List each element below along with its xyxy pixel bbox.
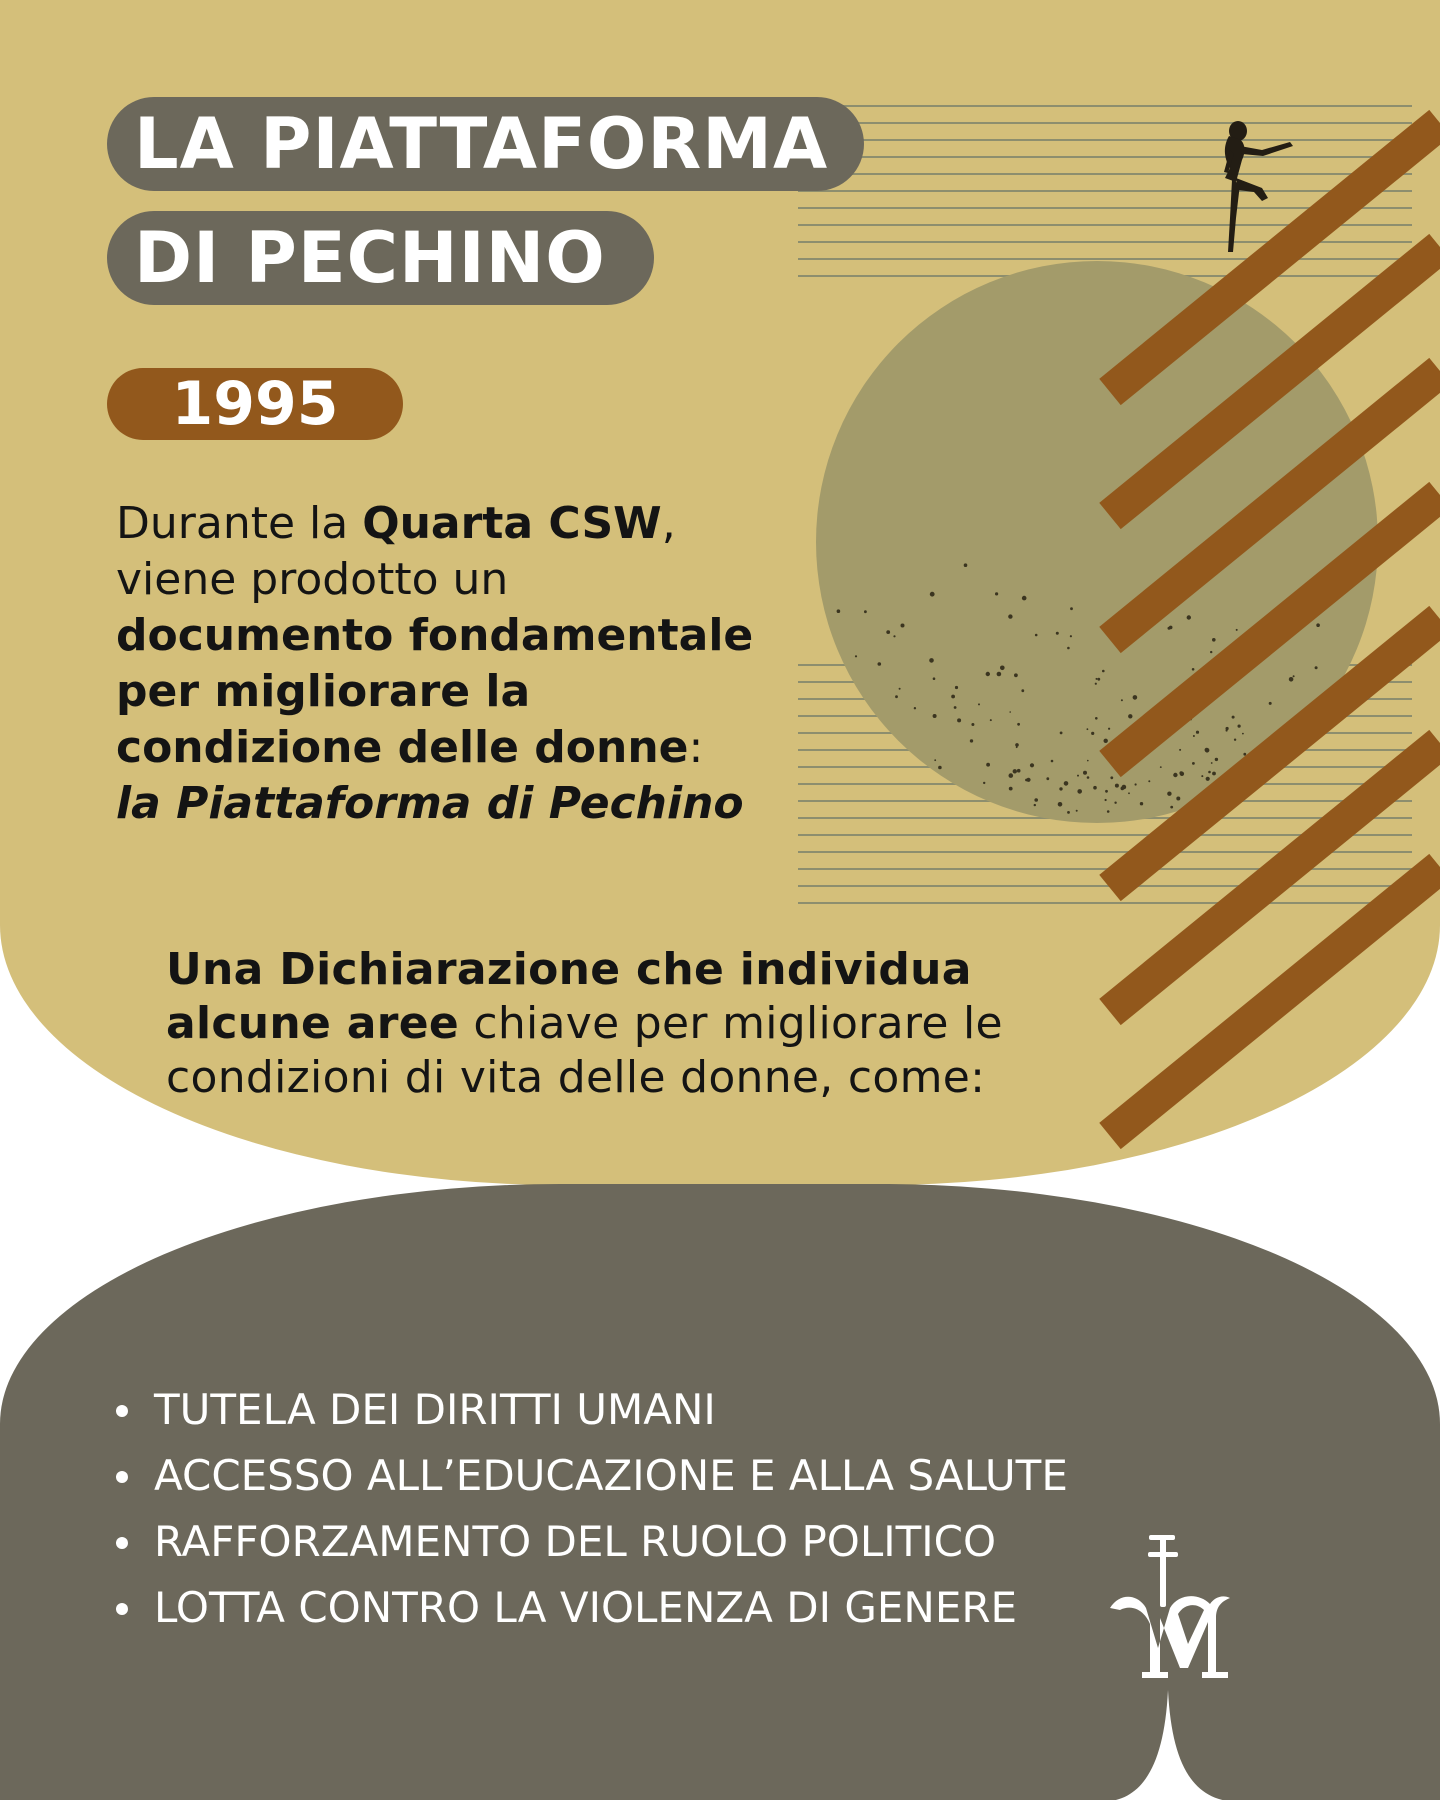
page-title-line-1: LA PIATTAFORMA bbox=[107, 97, 864, 191]
speckle-dot bbox=[1226, 727, 1229, 730]
speckle-dot bbox=[1210, 651, 1212, 653]
declaration-text: chiave per migliorare le condizioni di vita delle donne, come: bbox=[166, 998, 1003, 1103]
speckle-dot bbox=[893, 635, 895, 637]
speckle-dot bbox=[1034, 804, 1036, 806]
speckle-dot bbox=[978, 703, 980, 705]
speckle-dot bbox=[1091, 732, 1094, 735]
speckle-dot bbox=[1095, 717, 1098, 720]
speckle-dot bbox=[1140, 802, 1143, 805]
speckle-dot bbox=[1034, 798, 1038, 802]
speckle-dot bbox=[933, 677, 936, 680]
speckle-dot bbox=[1232, 716, 1235, 719]
bullet-dot-icon bbox=[116, 1603, 128, 1615]
list-item-label: RAFFORZAMENTO DEL RUOLO POLITICO bbox=[154, 1517, 997, 1566]
speckle-dot bbox=[1212, 772, 1216, 776]
intro-text: : bbox=[688, 722, 704, 773]
speckle-dot bbox=[1013, 769, 1017, 773]
speckle-dot bbox=[1026, 778, 1030, 782]
list-item-label: LOTTA CONTRO LA VIOLENZA DI GENERE bbox=[154, 1583, 1018, 1632]
speckle-dot bbox=[1035, 634, 1038, 637]
speckle-dot bbox=[1135, 783, 1137, 785]
list-item bbox=[112, 1443, 1068, 1509]
speckle-dot bbox=[1015, 743, 1019, 747]
speckle-dot bbox=[1205, 748, 1210, 753]
intro-highlight-csw: Quarta CSW bbox=[362, 498, 662, 549]
speckle-dot bbox=[1128, 714, 1132, 718]
speckle-dot bbox=[1083, 771, 1087, 775]
speckle-dot bbox=[1102, 670, 1105, 673]
speckle-dot bbox=[1009, 773, 1014, 778]
speckle-dot bbox=[1077, 789, 1082, 794]
speckle-dot bbox=[1021, 689, 1024, 692]
speckle-dot bbox=[1211, 762, 1213, 764]
speckle-dot bbox=[964, 563, 968, 567]
intro-highlight-document: documento fondamentale per migliorare la condizione delle donne bbox=[116, 610, 754, 773]
year-badge: 1995 bbox=[107, 368, 403, 440]
speckle-dot bbox=[1170, 806, 1173, 809]
speckle-dot bbox=[1017, 769, 1021, 773]
list-item-label: TUTELA DEI DIRITTI UMANI bbox=[154, 1385, 716, 1434]
speckle-dot bbox=[1192, 668, 1195, 671]
speckle-dot bbox=[1046, 777, 1049, 780]
speckle-dot bbox=[1293, 675, 1295, 677]
speckle-dot bbox=[1105, 799, 1107, 801]
speckle-dot bbox=[1096, 678, 1098, 680]
speckle-dot bbox=[929, 658, 934, 663]
speckle-dot bbox=[951, 695, 955, 699]
speckle-dot bbox=[837, 609, 841, 613]
speckle-dot bbox=[954, 706, 957, 709]
speckle-dot bbox=[899, 688, 901, 690]
speckle-dot bbox=[1108, 728, 1110, 730]
speckle-dot bbox=[1070, 635, 1072, 637]
speckle-dot bbox=[934, 759, 936, 761]
declaration-paragraph bbox=[166, 943, 1126, 1105]
speckle-dot bbox=[1121, 787, 1125, 791]
speckle-dot bbox=[1316, 623, 1320, 627]
speckle-dot bbox=[1133, 695, 1138, 700]
speckle-dot bbox=[1077, 775, 1079, 777]
intro-text: viene prodotto un bbox=[116, 554, 509, 605]
speckle-dot bbox=[1315, 666, 1318, 669]
speckle-dot bbox=[970, 739, 973, 742]
speckle-dot bbox=[1104, 739, 1108, 743]
speckle-dot bbox=[1064, 781, 1069, 786]
list-item bbox=[112, 1575, 1068, 1641]
speckle-dot bbox=[1179, 771, 1183, 775]
speckle-dot bbox=[1242, 733, 1244, 735]
speckle-dot bbox=[1176, 797, 1180, 801]
speckle-dot bbox=[1196, 731, 1199, 734]
speckle-dot bbox=[1193, 735, 1195, 737]
speckle-dot bbox=[1167, 792, 1171, 796]
speckle-dot bbox=[878, 662, 882, 666]
speckle-dot bbox=[990, 719, 992, 721]
intro-platform-name: la Piattaforma di Pechino bbox=[116, 778, 744, 829]
speckle-dot bbox=[1289, 677, 1294, 682]
speckle-dot bbox=[1179, 749, 1181, 751]
speckle-dot bbox=[1097, 678, 1100, 681]
speckle-dot bbox=[1269, 702, 1272, 705]
speckle-dot bbox=[955, 686, 958, 689]
speckle-dot bbox=[1056, 632, 1059, 635]
speckle-dot bbox=[895, 695, 898, 698]
speckle-dot bbox=[997, 672, 1002, 677]
speckle-dot bbox=[1201, 775, 1203, 777]
speckle-dot bbox=[1148, 780, 1150, 782]
speckle-dot bbox=[1087, 776, 1090, 779]
speckle-dot bbox=[1022, 596, 1027, 601]
speckle-dot bbox=[1060, 732, 1063, 735]
speckle-dot bbox=[986, 763, 990, 767]
speckle-dot bbox=[1067, 647, 1070, 650]
bottom-notch bbox=[1100, 1690, 1240, 1802]
speckle-dot bbox=[983, 782, 985, 784]
bullet-dot-icon bbox=[116, 1405, 128, 1417]
speckle-dot bbox=[1087, 728, 1089, 730]
speckle-dot bbox=[1236, 629, 1238, 631]
cross-m-monogram-logo bbox=[1106, 1532, 1234, 1682]
bullet-dot-icon bbox=[116, 1471, 128, 1483]
speckle-dot bbox=[995, 592, 998, 595]
speckle-dot bbox=[1168, 627, 1171, 630]
list-item-label: ACCESSO ALL’EDUCAZIONE E ALLA SALUTE bbox=[154, 1451, 1068, 1500]
speckle-dot bbox=[1212, 638, 1216, 642]
key-areas-list bbox=[112, 1377, 1068, 1641]
speckle-dot bbox=[1208, 771, 1211, 774]
page-title-line-2: DI PECHINO bbox=[107, 211, 654, 305]
speckle-dot bbox=[1051, 760, 1054, 763]
speckle-dot bbox=[1058, 802, 1063, 807]
speckle-dot bbox=[1017, 723, 1020, 726]
speckle-dot bbox=[901, 624, 905, 628]
speckle-dot bbox=[1110, 776, 1113, 779]
speckle-dot bbox=[1093, 786, 1097, 790]
list-item bbox=[112, 1509, 1068, 1575]
bullet-dot-icon bbox=[116, 1537, 128, 1549]
speckle-dot bbox=[1016, 746, 1018, 748]
speckle-dot bbox=[1059, 787, 1062, 790]
speckle-dot bbox=[1243, 753, 1246, 756]
speckle-dot bbox=[914, 707, 916, 709]
speckle-dot bbox=[1076, 810, 1078, 812]
speckle-dot bbox=[971, 723, 974, 726]
speckle-dot bbox=[1087, 760, 1089, 762]
speckle-dot bbox=[1107, 810, 1110, 813]
intro-text: Durante la bbox=[116, 498, 363, 549]
speckle-dot bbox=[1160, 766, 1162, 768]
speckle-dot bbox=[1067, 811, 1070, 814]
speckle-dot bbox=[1115, 784, 1119, 788]
declaration-highlight: Una Dichiarazione che individua alcune aree bbox=[166, 944, 972, 1049]
speckle-dot bbox=[1008, 614, 1012, 618]
speckle-dot bbox=[933, 714, 937, 718]
speckle-dot bbox=[1000, 666, 1005, 671]
speckle-dot bbox=[1114, 802, 1116, 804]
speckle-dot bbox=[1030, 763, 1034, 767]
speckle-dot bbox=[855, 655, 857, 657]
speckle-dot bbox=[1070, 607, 1073, 610]
speckle-dot bbox=[1009, 711, 1011, 713]
speckle-dot bbox=[986, 672, 990, 676]
list-item bbox=[112, 1377, 1068, 1443]
intro-text: , bbox=[661, 498, 676, 549]
speckle-dot bbox=[938, 766, 942, 770]
speckle-dot bbox=[1095, 683, 1097, 685]
speckle-dot bbox=[1121, 699, 1123, 701]
speckle-dot bbox=[886, 630, 890, 634]
speckle-dot bbox=[1105, 790, 1108, 793]
speckle-dot bbox=[957, 718, 961, 722]
speckle-dot bbox=[1187, 615, 1191, 619]
speckle-dot bbox=[930, 592, 935, 597]
speckle-dot bbox=[1234, 739, 1236, 741]
intro-paragraph bbox=[116, 496, 796, 832]
speckle-dot bbox=[1238, 725, 1241, 728]
speckle-dot bbox=[1009, 787, 1013, 791]
speckle-dot bbox=[1206, 777, 1210, 781]
speckle-dot bbox=[1173, 773, 1177, 777]
speckle-dot bbox=[1014, 673, 1018, 677]
speckle-dot bbox=[1192, 762, 1195, 765]
speckle-dot bbox=[1215, 758, 1218, 761]
speckle-dot bbox=[864, 610, 867, 613]
speckle-dot bbox=[1128, 792, 1130, 794]
